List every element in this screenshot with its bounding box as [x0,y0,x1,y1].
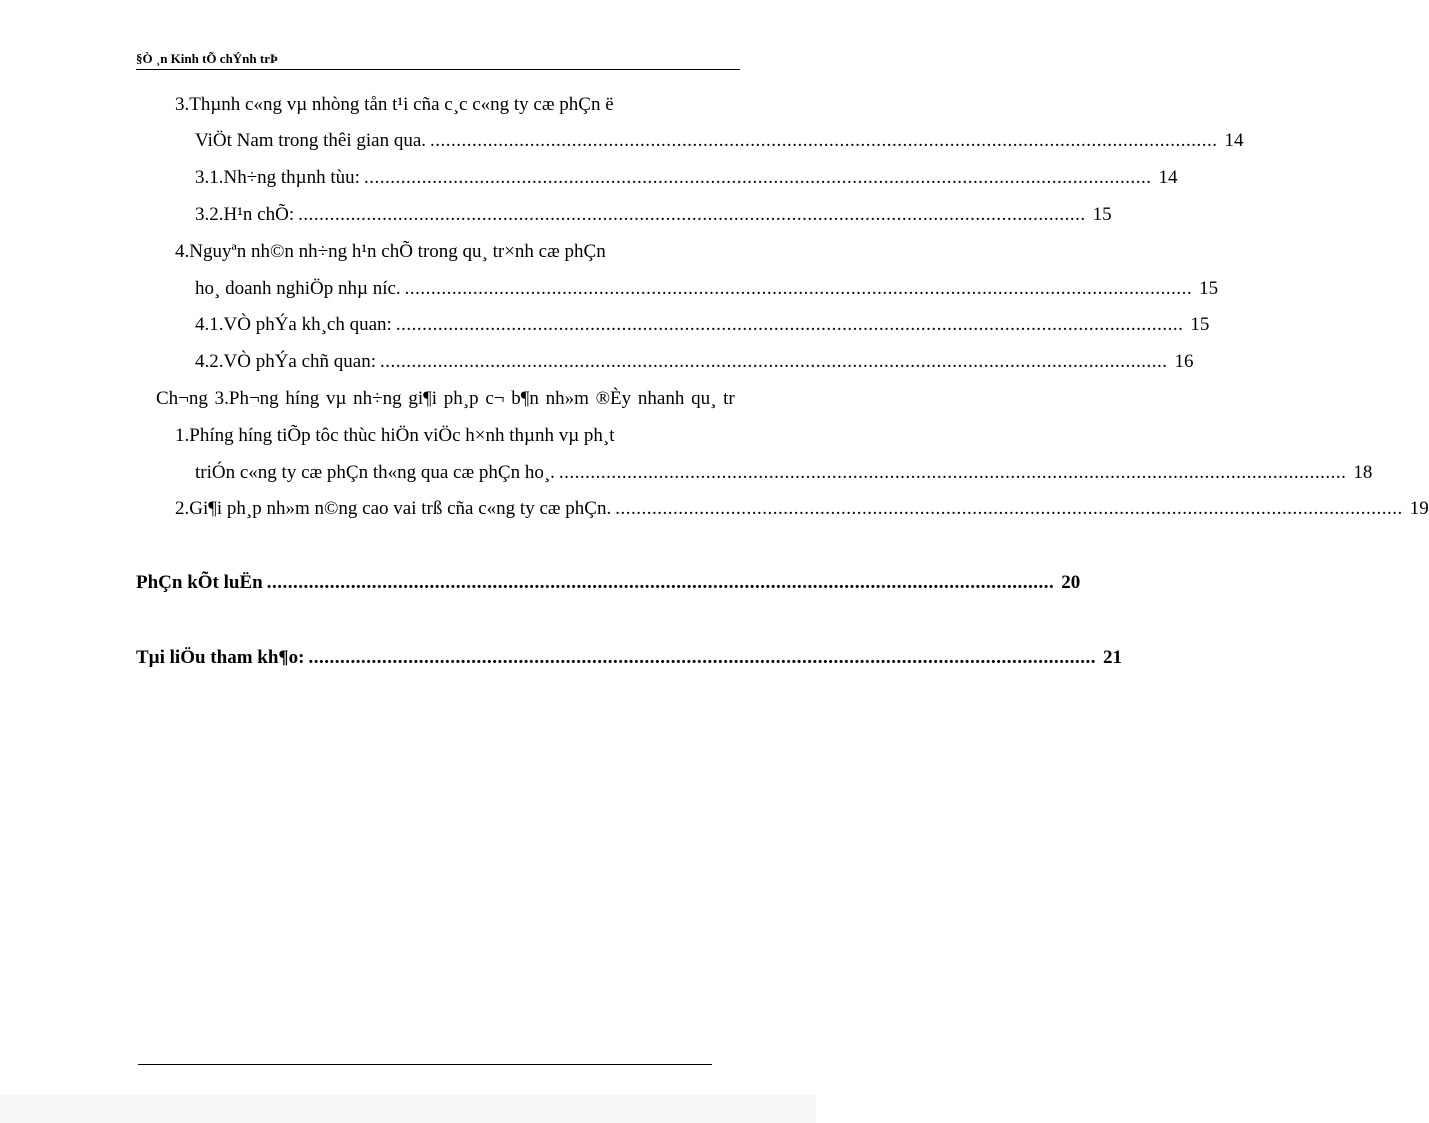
toc-entry[interactable] [195,461,1373,485]
toc-entry-text: ho¸ doanh nghiÖp nhµ níc. [195,278,401,299]
toc-page-number: 20 [1061,572,1081,593]
toc-entry[interactable] [195,313,1210,337]
toc-entry-text: PhÇn kÕt luËn [136,572,263,593]
dot-leader: ...................................................................................................................................................... [308,647,1096,668]
dot-leader: ...................................................................................................................................................... [363,167,1152,188]
footer-rule [138,1064,712,1065]
toc-entry[interactable] [195,129,1244,153]
toc-entry-text: 3.Thµnh c«ng vµ nhòng tån t¹i cña c¸c c«ng ty cæ phÇn ë [175,94,614,115]
toc-entry-text: ViÖt Nam trong thêi gian qua. [195,130,427,151]
toc-section-references[interactable] [136,646,1122,670]
dot-leader: ...................................................................................................................................................... [615,498,1403,519]
dot-leader: ...................................................................................................................................................... [380,351,1168,372]
dot-leader: ...................................................................................................................................................... [266,572,1055,593]
toc-entry[interactable] [195,203,1112,227]
toc-page-number: 14 [1224,130,1244,151]
toc-entry-text: 4.Nguyªn nh©n nh÷ng h¹n chÕ trong qu¸ tr×nh cæ phÇn [175,241,606,262]
toc-entry-text: 4.1.VÒ phÝa kh¸ch quan: [195,314,392,335]
toc-page-number: 18 [1353,462,1373,483]
page-header [136,50,740,70]
toc-page-number: 19 [1409,498,1429,519]
toc-entry-text: 3.1.Nh÷ng thµnh tùu: [195,167,360,188]
toc-page-number: 15 [1092,204,1112,225]
dot-leader: ...................................................................................................................................................... [395,314,1184,335]
toc-entry-text: Ch¬ng 3.Ph¬ng híng vµ nh÷ng gi¶i ph¸p c¬ b¶n nh»m ®Èy nhanh qu¸ tr [156,388,735,409]
dot-leader: ...................................................................................................................................................... [298,204,1086,225]
toc-entry[interactable] [175,497,1429,521]
toc-page-number: 15 [1190,314,1210,335]
toc-entry-text: Tµi liÖu tham kh¶o: [136,647,305,668]
toc-entry-text: triÓn c«ng ty cæ phÇn th«ng qua cæ phÇn ho¸. [195,462,555,483]
toc-entry[interactable] [175,240,606,264]
dot-leader: ...................................................................................................................................................... [404,278,1193,299]
toc-entry[interactable] [175,93,614,117]
toc-entry-text: 1.Phíng híng tiÕp tôc thùc hiÖn viÖc h×nh thµnh vµ ph¸t [175,425,615,446]
toc-entry-text: 3.2.H¹n chÕ: [195,204,295,225]
page-bottom-margin [0,1095,816,1123]
toc-entry-text: 2.Gi¶i ph¸p nh»m n©ng cao vai trß cña c«ng ty cæ phÇn. [175,498,612,519]
toc-entry[interactable] [195,350,1194,374]
toc-entry[interactable] [195,166,1178,190]
header-title: §Ò ¸n Kinh tÕ chÝnh trÞ [136,51,278,66]
dot-leader: ...................................................................................................................................................... [430,130,1218,151]
toc-page-number: 15 [1199,278,1219,299]
toc-entry[interactable] [195,277,1219,301]
toc-section-conclusion[interactable] [136,571,1081,595]
toc-page-number: 16 [1174,351,1194,372]
toc-page-number: 21 [1103,647,1122,668]
toc-entry[interactable] [175,424,615,448]
toc-entry-text: 4.2.VÒ phÝa chñ quan: [195,351,376,372]
dot-leader: ...................................................................................................................................................... [558,462,1347,483]
toc-chapter-entry[interactable] [156,387,816,411]
toc-page-number: 14 [1158,167,1178,188]
